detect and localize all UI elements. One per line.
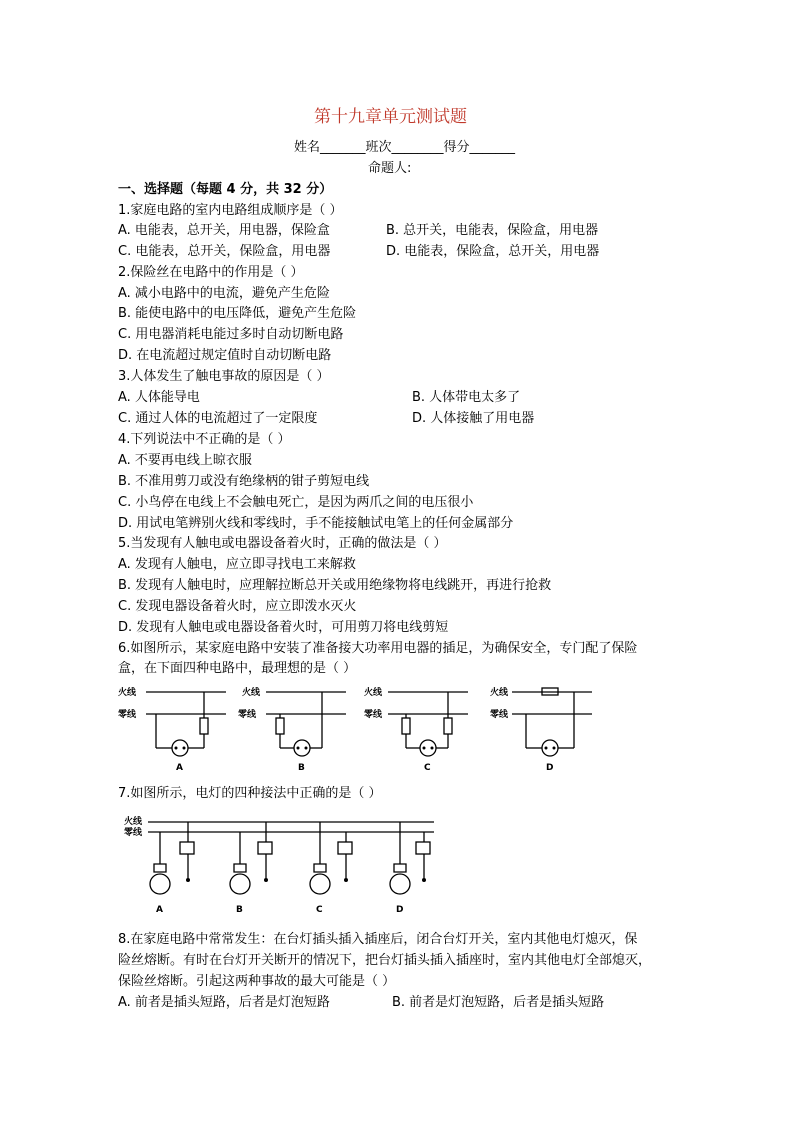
q5-option-c: C. 发现电器设备着火时，应立即泼水灭火 [118,599,357,614]
q4-option-b: B. 不准用剪刀或没有绝缘柄的钳子剪短电线 [118,474,370,489]
fig7-neutral-label: 零线 [124,828,143,838]
fig6-live-label-a: 火线 [118,688,137,698]
figure-7-lamp-wirings [118,808,440,920]
q2-option-a: A. 减小电路中的电流，避免产生危险 [118,286,330,301]
question-6-stem-line1: 6.如图所示，某家庭电路中安装了准备接大功率用电器的插足，为确保安全，专门配了保险 [118,641,638,656]
fig6-panel-label-a: A [176,763,183,773]
question-1-stem: 1.家庭电路的室内电路组成顺序是（ ） [118,203,343,218]
q4-option-d: D. 用试电笔辨别火线和零线时，手不能接触试电笔上的任何金属部分 [118,516,514,531]
q2-option-b: B. 能使电路中的电压降低，避免产生危险 [118,306,357,321]
fig6-neutral-label-b: 零线 [238,710,257,720]
question-8-stem-line1: 8.在家庭电路中常常发生：在台灯插头插入插座后，闭合台灯开关，室内其他电灯熄灭，保 [118,932,638,947]
q5-option-a: A. 发现有人触电，应立即寻找电工来解救 [118,557,356,572]
q5-option-b: B. 发现有人触电时，应理解拉断总开关或用绝缘物将电线跳开，再进行抢救 [118,578,552,593]
q1-option-b: B. 总开关，电能表，保险盒，用电器 [386,223,599,238]
fig6-live-label-c: 火线 [364,688,383,698]
q1-option-c: C. 电能表，总开关，保险盒，用电器 [118,244,331,259]
fig6-panel-label-b: B [298,763,305,773]
question-2-stem: 2.保险丝在电路中的作用是（ ） [118,265,304,280]
fig7-panel-label-a: A [156,905,163,915]
q4-option-a: A. 不要再电线上晾衣服 [118,453,252,468]
fig7-panel-label-d: D [396,905,404,915]
q3-option-b: B. 人体带电太多了 [412,390,521,405]
q1-option-a: A. 电能表，总开关，用电器，保险盒 [118,223,330,238]
question-8-stem-line2: 险丝熔断。有时在台灯开关断开的情况下，把台灯插头插入插座时，室内其他电灯全部熄灭， [118,953,652,968]
fig6-neutral-label-d: 零线 [490,710,509,720]
fig7-panel-label-c: C [316,905,323,915]
author-line: 命题人: [368,161,412,176]
fig6-panel-label-d: D [546,763,554,773]
fig7-panel-label-b: B [236,905,243,915]
question-7-stem: 7.如图所示，电灯的四种接法中正确的是（ ） [118,786,382,801]
q3-option-d: D. 人体接触了用电器 [412,411,535,426]
fig6-live-label-d: 火线 [490,688,509,698]
q2-option-d: D. 在电流超过规定值时自动切断电路 [118,348,332,363]
q4-option-c: C. 小鸟停在电线上不会触电死亡，是因为两爪之间的电压很小 [118,495,474,510]
question-3-stem: 3.人体发生了触电事故的原因是（ ） [118,369,330,384]
q3-option-a: A. 人体能导电 [118,390,200,405]
student-info-line: 姓名_______班次________得分_______ [294,140,516,155]
section-heading: 一、选择题（每题 4 分，共 32 分） [118,182,333,197]
q5-option-d: D. 发现有人触电或电器设备着火时，可用剪刀将电线剪短 [118,620,449,635]
question-6-stem-line2: 盒，在下面四种电路中，最理想的是（ ） [118,661,357,676]
question-4-stem: 4.下列说法中不正确的是（ ） [118,432,291,447]
q8-option-a: A. 前者是插头短路，后者是灯泡短路 [118,995,330,1010]
question-5-stem: 5.当发现有人触电或电器设备着火时，正确的做法是（ ） [118,536,447,551]
fig6-neutral-label-c: 零线 [364,710,383,720]
q3-option-c: C. 通过人体的电流超过了一定限度 [118,411,318,426]
q2-option-c: C. 用电器消耗电能过多时自动切断电路 [118,327,344,342]
fig6-live-label-b: 火线 [242,688,261,698]
figure-6-circuits [118,682,596,774]
page-title: 第十九章单元测试题 [314,107,467,127]
question-8-stem-line3: 保险丝熔断。引起这两种事故的最大可能是（ ） [118,974,396,989]
fig6-neutral-label-a: 零线 [118,710,137,720]
q1-option-d: D. 电能表，保险盒，总开关，用电器 [386,244,600,259]
q8-option-b: B. 前者是灯泡短路，后者是插头短路 [392,995,605,1010]
fig7-live-label: 火线 [124,817,143,827]
fig6-panel-label-c: C [424,763,431,773]
